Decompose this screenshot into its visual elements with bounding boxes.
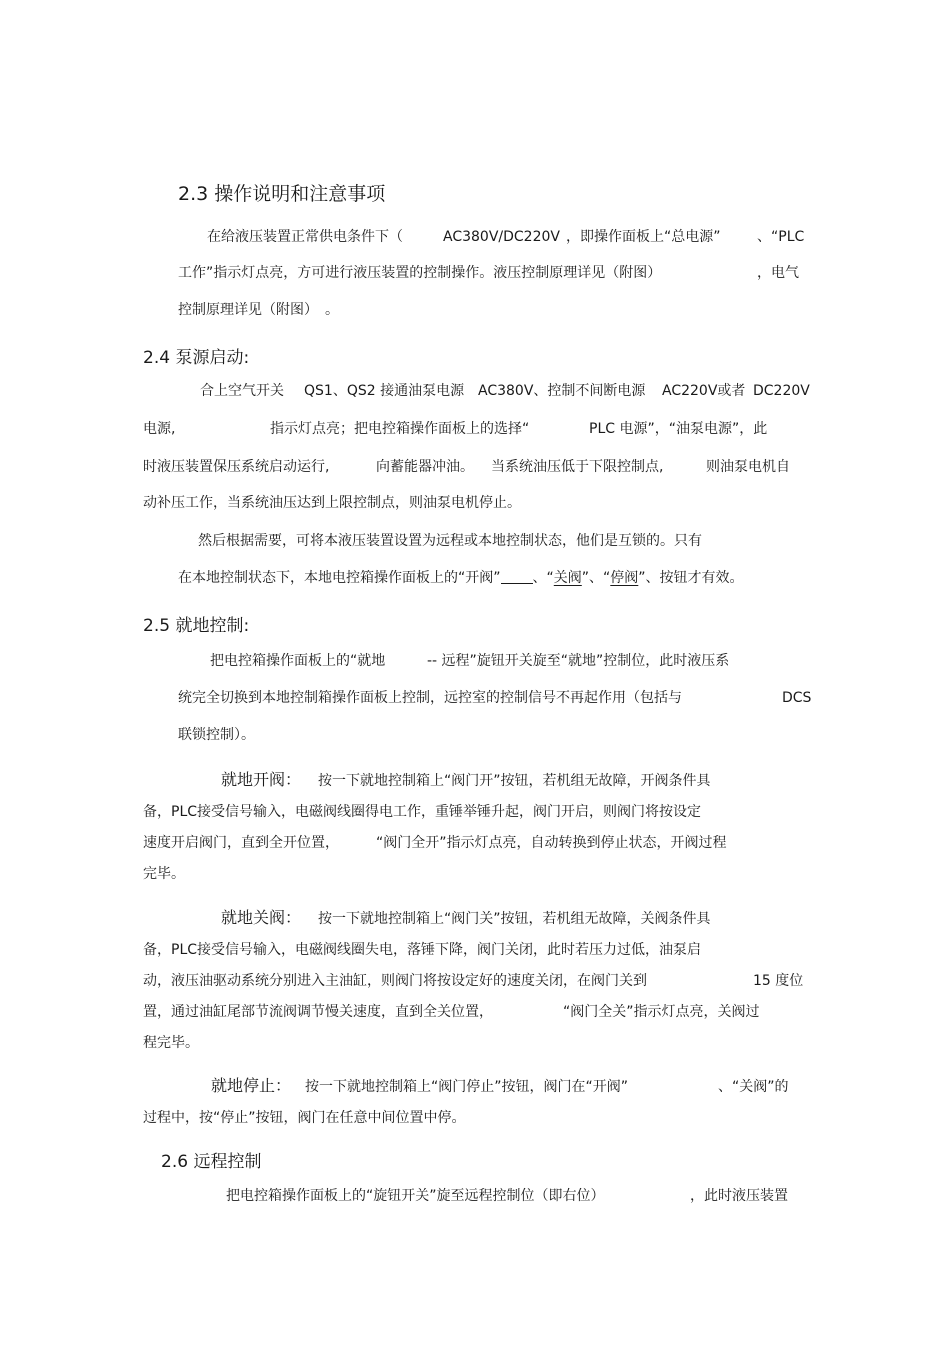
local-close-line3a: 动，液压油驱动系统分别进入主油缸，则阀门将按设定好的速度关闭，在阀门关到	[143, 973, 647, 989]
s23-line2a: 工作”指示灯点亮，方可进行液压装置的控制操作。液压控制原理详见（附图）	[178, 265, 662, 281]
s24-p2-line2b: 、“	[532, 570, 554, 586]
s24-line3c: 当系统油压低于下限控制点,	[491, 459, 664, 475]
s24-line1b: QS1、QS2 接通油泵电源	[304, 383, 465, 399]
fill-in-blank	[501, 569, 533, 584]
s24-line3b: 向蓄能器冲油。	[376, 459, 474, 475]
local-stop-line1a: 按一下就地控制箱上“阀门停止”按钮，阀门在“开阀”	[305, 1079, 629, 1095]
s23-line3: 控制原理详见（附图） 。	[178, 302, 339, 318]
s24-line2b: 指示灯点亮；把电控箱操作面板上的选择“	[270, 421, 530, 437]
s23-line1d: 、“PLC	[757, 229, 805, 245]
s24-p2-line2d: ”、“	[581, 570, 611, 586]
local-close-line2: 备，PLC接受信号输入，电磁阀线圈失电，落锤下降，阀门关闭，此时若压力过低，油泵启	[143, 942, 702, 958]
section-2-5-heading: 2.5 就地控制:	[143, 616, 250, 636]
s24-p2-line2f: ”、按钮才有效。	[638, 570, 744, 586]
s24-line4: 动补压工作，当系统油压达到上限控制点，则油泵电机停止。	[143, 495, 521, 511]
s23-line2b: ，电气	[757, 265, 799, 281]
s24-line2c: PLC 电源”，“油泵电源”，此	[589, 421, 768, 437]
s24-p2-line2	[178, 569, 744, 587]
s24-p2-line2a: 在本地控制状态下，本地电控箱操作面板上的“开阀”	[178, 570, 501, 586]
s24-line1d: AC220V或者	[662, 383, 746, 399]
s24-line1a: 合上空气开关	[200, 383, 284, 399]
section-2-6-heading: 2.6 远程控制	[161, 1152, 262, 1172]
local-close-line1: 按一下就地控制箱上“阀门关”按钮，若机组无故障，关阀条件具	[318, 911, 711, 927]
s26-line1b: ，此时液压装置	[690, 1188, 788, 1204]
local-open-line4: 完毕。	[143, 866, 185, 882]
s25-line2a: 统完全切换到本地控制箱操作面板上控制，远控室的控制信号不再起作用（包括与	[178, 690, 682, 706]
local-open-line3a: 速度开启阀门，直到全开位置，	[143, 835, 339, 851]
s24-line3d: 则油泵电机自	[706, 459, 790, 475]
s25-line2b: DCS	[782, 690, 812, 706]
s24-line3a: 时液压装置保压系统启动运行,	[143, 459, 330, 475]
s24-line1e: DC220V	[753, 383, 810, 399]
s25-line1a: 把电控箱操作面板上的“就地	[210, 653, 386, 669]
local-open-term: 就地开阀：	[221, 770, 302, 789]
s25-line3: 联锁控制）。	[178, 727, 255, 743]
s26-line1a: 把电控箱操作面板上的“旋钮开关”旋至远程控制位（即右位）	[226, 1188, 605, 1204]
local-stop-term: 就地停止：	[211, 1076, 292, 1095]
section-2-3-heading: 2.3 操作说明和注意事项	[178, 183, 386, 205]
local-stop-line2: 过程中，按“停止”按钮，阀门在任意中间位置中停。	[143, 1110, 466, 1126]
close-valve-term: 关阀	[553, 570, 582, 586]
s24-p2-line1: 然后根据需要，可将本液压装置设置为远程或本地控制状态，他们是互锁的。只有	[198, 533, 702, 549]
s23-line1c: ，即操作面板上“总电源”	[566, 229, 721, 245]
section-2-4-heading: 2.4 泵源启动:	[143, 348, 250, 368]
stop-valve-term: 停阀	[610, 570, 639, 586]
local-close-line4a: 置，通过油缸尾部节流阀调节慢关速度，直到全关位置，	[143, 1004, 493, 1020]
s24-line1c: AC380V、控制不间断电源	[478, 383, 646, 399]
local-close-term: 就地关阀：	[221, 908, 302, 927]
local-stop-line1b: 、“关阀”的	[718, 1079, 789, 1095]
local-close-line4b: “阀门全关”指示灯点亮，关阀过	[563, 1004, 760, 1020]
s25-line1b: -- 远程”旋钮开关旋至“就地”控制位，此时液压系	[427, 653, 730, 669]
s23-line1b: AC380V/DC220V	[443, 229, 560, 245]
local-close-line5: 程完毕。	[143, 1035, 199, 1051]
s24-line2a: 电源,	[143, 421, 176, 437]
local-open-line1: 按一下就地控制箱上“阀门开”按钮，若机组无故障，开阀条件具	[318, 773, 711, 789]
local-open-line2: 备，PLC接受信号输入，电磁阀线圈得电工作，重锤举锤升起，阀门开启，则阀门将按设定	[143, 804, 702, 820]
local-open-line3b: “阀门全开”指示灯点亮，自动转换到停止状态，开阀过程	[376, 835, 727, 851]
local-close-line3b: 15 度位	[753, 973, 804, 989]
s23-line1a: 在给液压装置正常供电条件下（	[207, 229, 403, 245]
